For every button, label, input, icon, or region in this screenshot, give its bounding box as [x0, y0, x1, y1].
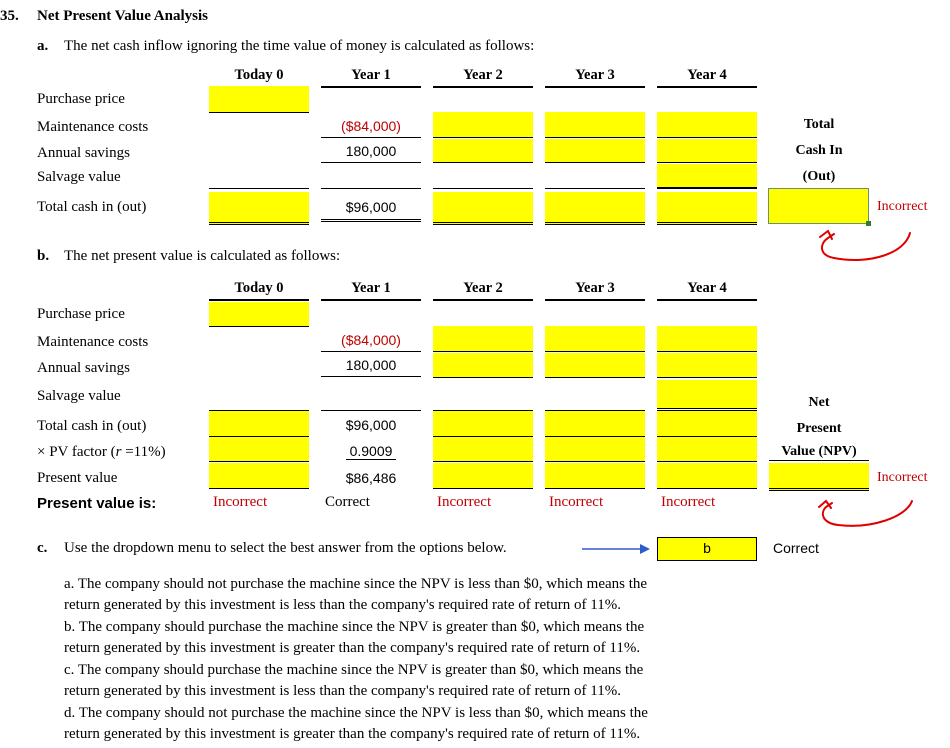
- b-present-today-input[interactable]: [209, 463, 309, 489]
- problem-title: Net Present Value Analysis: [37, 8, 208, 24]
- b-col-today0: Today 0: [209, 280, 309, 301]
- option-d-line1: d. The company should not purchase the machine since the NPV is less than $0, which means the: [64, 705, 648, 721]
- a-total-y1-value: $96,000: [321, 199, 421, 222]
- b-status-y3: Incorrect: [549, 494, 604, 510]
- b-pvfactor-y1-value: 0.9009: [321, 443, 421, 459]
- part-c-label: c.: [37, 540, 48, 556]
- option-b-line2: return generated by this investment is greater than the company's required rate of return of 11%.: [64, 640, 641, 656]
- problem-number: 35.: [0, 8, 19, 24]
- b-maint-y3-input[interactable]: [545, 326, 645, 352]
- b-present-y3-input[interactable]: [545, 463, 645, 489]
- a-total-line-y4: [657, 188, 757, 189]
- npv-header-line3: Value (NPV): [769, 444, 869, 461]
- answer-dropdown[interactable]: [657, 537, 757, 561]
- row-total-cash: Total cash in (out): [37, 199, 147, 215]
- b-total-y3-input[interactable]: [545, 410, 645, 437]
- a-total-line-y3: [545, 188, 645, 189]
- a-total-line-y2: [433, 188, 533, 189]
- b-maint-y4-input[interactable]: [657, 326, 757, 352]
- b-pv-y4-input[interactable]: [657, 437, 757, 462]
- b-col-year3: Year 3: [545, 280, 645, 301]
- b-savings-y2-input[interactable]: [433, 353, 533, 378]
- b-col-year1: Year 1: [321, 280, 421, 301]
- b-row-present-value: Present value: [37, 470, 118, 486]
- b-status-y2: Incorrect: [437, 494, 492, 510]
- b-row-purchase-price: Purchase price: [37, 306, 125, 322]
- b-total-y2-input[interactable]: [433, 410, 533, 437]
- b-purchase-today-input[interactable]: [209, 302, 309, 327]
- part-a-instruction: The net cash inflow ignoring the time value of money is calculated as follows:: [64, 38, 535, 54]
- a-salvage-y4-input[interactable]: [657, 164, 757, 188]
- b-salvage-y4-input[interactable]: [657, 380, 757, 409]
- a-total-status: Incorrect: [877, 199, 928, 214]
- answer-dropdown-value: b: [703, 540, 711, 556]
- part-c-status: Correct: [773, 540, 819, 556]
- b-present-y4-input[interactable]: [657, 463, 757, 489]
- arrow-right-icon: [580, 542, 652, 556]
- total-header-line3: (Out): [802, 169, 836, 184]
- a-total-cash-input[interactable]: [768, 188, 869, 224]
- option-d-line2: return generated by this investment is greater than the company's required rate of return of 11%.: [64, 726, 641, 742]
- b-present-value-is: Present value is:: [37, 495, 157, 512]
- b-col-year2: Year 2: [433, 280, 533, 301]
- b-maint-y2-input[interactable]: [433, 326, 533, 352]
- b-savings-y1-value: 180,000: [321, 357, 421, 377]
- a-savings-y2-input[interactable]: [433, 139, 533, 163]
- a-maint-y2-input[interactable]: [433, 112, 533, 138]
- option-c-line2: return generated by this investment is less than the company's required rate of return of 11%.: [64, 683, 621, 699]
- a-total-y4-input[interactable]: [657, 192, 757, 225]
- b-total-y1-value: $96,000: [345, 417, 397, 433]
- b-row-total-cash: Total cash in (out): [37, 418, 147, 434]
- a-maint-y1-value: ($84,000): [321, 118, 421, 138]
- npv-status: Incorrect: [877, 470, 928, 485]
- row-maintenance-costs: Maintenance costs: [37, 119, 149, 135]
- a-savings-y4-input[interactable]: [657, 139, 757, 163]
- col-today0: Today 0: [209, 67, 309, 88]
- b-pv-today-input[interactable]: [209, 437, 309, 462]
- b-savings-y3-input[interactable]: [545, 353, 645, 378]
- row-purchase-price: Purchase price: [37, 91, 125, 107]
- b-col-year4: Year 4: [657, 280, 757, 301]
- a-total-line-today: [209, 188, 309, 189]
- part-c-instruction: Use the dropdown menu to select the best answer from the options below.: [64, 540, 507, 556]
- b-savings-y4-input[interactable]: [657, 353, 757, 378]
- b-present-y1-value: $86,486: [345, 470, 397, 486]
- part-a-label: a.: [37, 38, 49, 54]
- a-total-line-y1: [321, 188, 421, 189]
- b-row-annual-savings: Annual savings: [37, 360, 130, 376]
- a-purchase-today-input[interactable]: [209, 86, 309, 113]
- a-savings-y3-input[interactable]: [545, 139, 645, 163]
- npv-input[interactable]: [769, 463, 869, 491]
- hand-drawn-arrow-a: [810, 225, 920, 270]
- b-pv-y2-input[interactable]: [433, 437, 533, 462]
- option-b-line1: b. The company should purchase the machine since the NPV is greater than $0, which means the: [64, 619, 645, 635]
- a-total-today-input[interactable]: [209, 192, 309, 225]
- b-row-maintenance-costs: Maintenance costs: [37, 334, 149, 350]
- b-maint-y1-value: ($84,000): [321, 332, 421, 352]
- part-b-label: b.: [37, 248, 50, 264]
- a-savings-y1-value: 180,000: [321, 143, 421, 163]
- a-maint-y3-input[interactable]: [545, 112, 645, 138]
- b-total-today-input[interactable]: [209, 410, 309, 437]
- col-year1: Year 1: [321, 67, 421, 88]
- option-c-line1: c. The company should purchase the machine since the NPV is greater than $0, which means the: [64, 662, 644, 678]
- a-total-y2-input[interactable]: [433, 192, 533, 225]
- total-header-line2: Cash In: [795, 143, 843, 158]
- col-year3: Year 3: [545, 67, 645, 88]
- total-header-line1: Total: [803, 117, 835, 132]
- row-annual-savings: Annual savings: [37, 145, 130, 161]
- option-a-line1: a. The company should not purchase the machine since the NPV is less than $0, which means the: [64, 576, 648, 592]
- a-total-y3-input[interactable]: [545, 192, 645, 225]
- b-row-salvage-value: Salvage value: [37, 388, 121, 404]
- hand-drawn-arrow-b: [810, 495, 920, 535]
- option-a-line2: return generated by this investment is less than the company's required rate of return of 11%.: [64, 597, 621, 613]
- b-status-y1: Correct: [325, 494, 370, 510]
- b-total-y4-input[interactable]: [657, 410, 757, 437]
- part-b-instruction: The net present value is calculated as follows:: [64, 248, 341, 264]
- npv-header-line2: Present: [796, 421, 842, 436]
- col-year4: Year 4: [657, 67, 757, 88]
- b-total-y1-line: [321, 410, 421, 411]
- b-row-pv-factor: × PV factor (r =11%): [37, 444, 166, 460]
- col-year2: Year 2: [433, 67, 533, 88]
- a-maint-y4-input[interactable]: [657, 112, 757, 138]
- b-status-y4: Incorrect: [661, 494, 716, 510]
- b-status-today: Incorrect: [213, 494, 268, 510]
- npv-header-line1: Net: [808, 395, 830, 410]
- b-pv-y3-input[interactable]: [545, 437, 645, 462]
- b-present-y2-input[interactable]: [433, 463, 533, 489]
- row-salvage-value: Salvage value: [37, 169, 121, 185]
